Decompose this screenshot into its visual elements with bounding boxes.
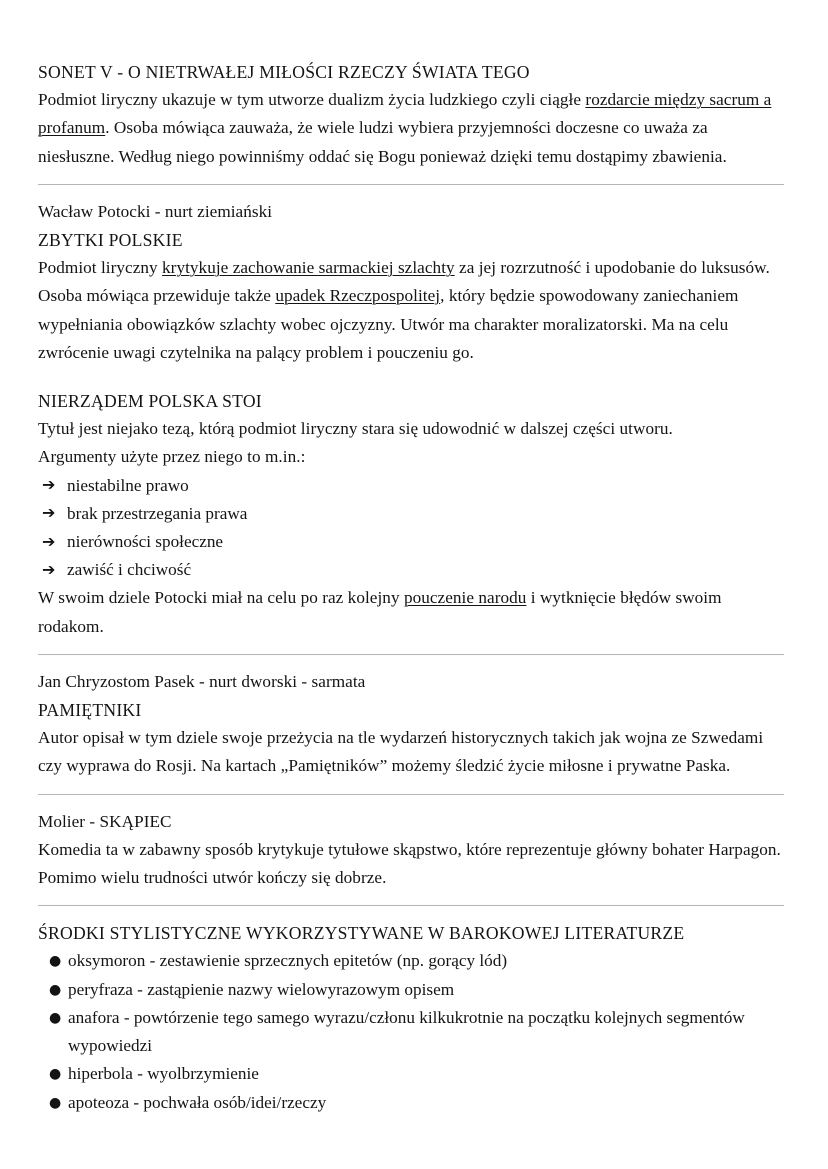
underlined-phrase: krytykuje zachowanie sarmackiej szlachty bbox=[162, 258, 455, 278]
text-run: . Osoba mówiąca zauważa, że wiele ludzi wybiera przyjemności doczesne co uważa za niesłuszne. Według niego powinniśmy oddać się Bogu ponieważ dzięki temu dostąpimy zbawienia. bbox=[38, 118, 727, 166]
list-item-label: peryfraza - zastąpienie nazwy wielowyrazowym opisem bbox=[68, 979, 455, 999]
list-item bbox=[38, 472, 784, 500]
arrow-right-icon: ➔ bbox=[42, 503, 56, 523]
text-run: W swoim dziele Potocki miał na celu po raz kolejny bbox=[38, 588, 404, 608]
list-item bbox=[38, 500, 784, 528]
section-sonet-v bbox=[38, 58, 784, 171]
section-paragraph-skapiec bbox=[38, 836, 784, 892]
text-run: za jej rozrzutność i upodobanie do luksusów. Osoba mówiąca przewiduje także bbox=[38, 258, 770, 306]
text-run: Podmiot liryczny bbox=[38, 258, 163, 278]
list-item-label: brak przestrzegania prawa bbox=[67, 503, 248, 523]
list-item bbox=[38, 528, 784, 556]
text-run: Komedia ta w zabawny sposób krytykuje tytułowe skąpstwo, które reprezentuje główny bohater Harpagon. Pomimo wielu trudności utwór kończy się dobrze. bbox=[38, 839, 781, 888]
bullet-dot-icon: ● bbox=[49, 953, 62, 970]
arrow-right-icon: ➔ bbox=[42, 475, 56, 495]
bullet-dot-icon: ● bbox=[49, 1066, 62, 1083]
section-heading-nierzadem-polska-stoi: NIERZĄDEM POLSKA STOI bbox=[38, 391, 262, 412]
section-divider bbox=[38, 905, 784, 906]
arrow-right-icon: ➔ bbox=[42, 531, 56, 551]
text-run: i wytknięcie błędów swoim rodakom. bbox=[38, 588, 722, 636]
arguments-list bbox=[38, 472, 784, 585]
list-item bbox=[38, 1060, 784, 1088]
list-item bbox=[38, 976, 784, 1004]
list-item-label: hiperbola - wyolbrzymienie bbox=[68, 1064, 259, 1084]
bullet-dot-icon: ● bbox=[49, 1009, 62, 1026]
intro-line-2: Argumenty użyte przez niego to m.in.: bbox=[38, 447, 306, 467]
section-divider bbox=[38, 184, 784, 185]
section-heading-sonet-v: SONET V - O NIETRWAŁEJ MIŁOŚCI RZECZY ŚWIATA TEGO bbox=[38, 62, 530, 82]
section-paragraph-zbytki-polskie bbox=[38, 254, 784, 367]
underlined-phrase: rozdarcie między sacrum a profanum bbox=[38, 90, 772, 138]
section-nierzadem-polska-stoi bbox=[38, 387, 784, 641]
section-pamietniki bbox=[38, 668, 784, 781]
section-closing-nierzadem bbox=[38, 584, 784, 640]
bullet-dot-icon: ● bbox=[49, 1094, 62, 1111]
section-srodki-stylistyczne bbox=[38, 919, 784, 1116]
text-run: , który będzie spowodowany zaniechaniem wypełniania obowiązków szlachty wobec ojczyzny. Utwór ma charakter moralizatorski. Ma na celu zwrócenie uwagi czytelnika na palący problem i pouczeniu go. bbox=[38, 286, 739, 362]
author-line-potocki: Wacław Potocki - nurt ziemiański bbox=[38, 201, 273, 221]
list-item bbox=[38, 1004, 784, 1060]
section-heading-pamietniki: PAMIĘTNIKI bbox=[38, 700, 142, 721]
section-heading-zbytki-polskie: ZBYTKI POLSKIE bbox=[38, 230, 183, 251]
section-skapiec bbox=[38, 808, 784, 893]
text-run: Podmiot liryczny ukazuje w tym utworze dualizm życia ludzkiego czyli ciągłe bbox=[38, 90, 586, 110]
section-divider bbox=[38, 654, 784, 655]
section-heading-skapiec: Molier - SKĄPIEC bbox=[38, 811, 172, 831]
list-item-label: zawiść i chciwość bbox=[67, 560, 192, 580]
text-run: Autor opisał w tym dziele swoje przeżycia na tle wydarzeń historycznych takich jak wojna ze Szwedami czy wyprawa do Rosji. Na kartach „Pamiętników” możemy śledzić życie miłosne i prywatne Paska. bbox=[38, 728, 764, 776]
section-zbytki-polskie bbox=[38, 198, 784, 367]
stylistic-devices-list bbox=[38, 947, 784, 1116]
underlined-phrase: upadek Rzeczpospolitej bbox=[275, 286, 441, 306]
underlined-phrase: pouczenie narodu bbox=[403, 588, 527, 608]
list-item-label: niestabilne prawo bbox=[67, 475, 189, 495]
list-item bbox=[38, 1089, 784, 1117]
list-item-label: anafora - powtórzenie tego samego wyrazu/członu kilkukrotnie na początku kolejnych segmentów wypowiedzi bbox=[68, 1007, 745, 1056]
list-item bbox=[38, 947, 784, 975]
section-paragraph-pamietniki bbox=[38, 724, 784, 780]
list-item bbox=[38, 556, 784, 584]
intro-line-1: Tytuł jest niejako tezą, którą podmiot liryczny stara się udowodnić w dalszej części utworu. bbox=[38, 419, 673, 439]
section-paragraph-sonet-v bbox=[38, 86, 784, 171]
spacer bbox=[38, 367, 784, 387]
arrow-right-icon: ➔ bbox=[42, 559, 56, 579]
list-item-label: oksymoron - zestawienie sprzecznych epitetów (np. gorący lód) bbox=[68, 951, 508, 971]
bullet-dot-icon: ● bbox=[49, 981, 62, 998]
list-item-label: apoteoza - pochwała osób/idei/rzeczy bbox=[68, 1092, 327, 1112]
list-item-label: nierówności społeczne bbox=[67, 532, 224, 552]
section-heading-srodki-stylistyczne: ŚRODKI STYLISTYCZNE WYKORZYSTYWANE W BAROKOWEJ LITERATURZE bbox=[38, 923, 685, 944]
section-divider bbox=[38, 794, 784, 795]
author-line-pasek: Jan Chryzostom Pasek - nurt dworski - sarmata bbox=[38, 671, 366, 691]
